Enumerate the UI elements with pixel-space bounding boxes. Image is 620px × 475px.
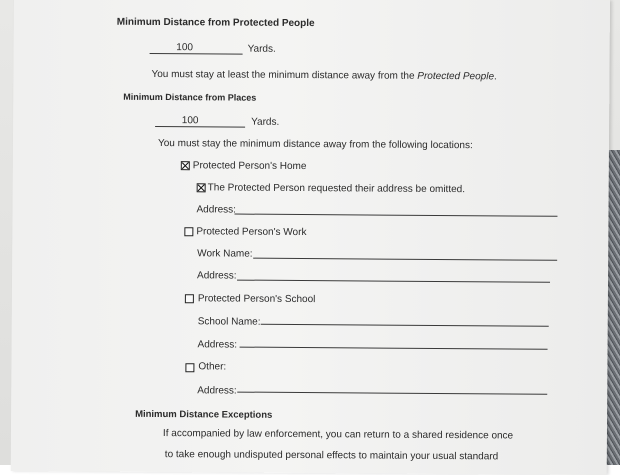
other-checkbox[interactable] — [185, 363, 194, 372]
work-name-field[interactable] — [253, 258, 557, 261]
work-address-field[interactable] — [237, 280, 550, 283]
school-label: Protected Person's School — [197, 293, 316, 306]
other-address-field[interactable] — [237, 392, 547, 395]
heading-protected-people: Minimum Distance from Protected People — [116, 16, 315, 30]
omit-address-label: The Protected Person requested their address be omitted. — [207, 182, 466, 196]
work-checkbox[interactable] — [184, 227, 193, 236]
document-page — [11, 0, 610, 475]
other-address-label: Address: — [197, 385, 237, 397]
omit-address-checkbox[interactable] — [197, 183, 206, 192]
exceptions-line-1: If accompanied by law enforcement, you can return to a shared residence once — [162, 428, 514, 442]
school-address-label: Address: — [197, 339, 238, 351]
home-label: Protected Person's Home — [192, 160, 307, 173]
home-checkbox[interactable] — [181, 161, 190, 170]
work-name-label: Work Name: — [197, 248, 253, 260]
school-checkbox[interactable] — [185, 294, 194, 303]
school-address-field[interactable] — [240, 347, 548, 350]
instruction-places: You must stay the minimum distance away from the following locations: — [157, 138, 473, 152]
home-address-field[interactable] — [234, 214, 557, 217]
heading-exceptions: Minimum Distance Exceptions — [135, 408, 273, 421]
school-name-field[interactable] — [261, 324, 549, 327]
instruction-people: You must stay at least the minimum distance away from the Protected People. — [151, 68, 497, 83]
school-name-label: School Name: — [197, 316, 261, 328]
home-address-label: Address: — [196, 204, 237, 216]
exceptions-line-2: to take enough undisputed personal effects to maintain your usual standard — [164, 449, 499, 463]
distance-people-value[interactable]: 100 — [176, 42, 194, 54]
distance-places-unit: Yards. — [251, 116, 280, 128]
work-address-label: Address: — [197, 270, 237, 282]
distance-places-value[interactable]: 100 — [181, 115, 199, 127]
other-label: Other: — [198, 361, 227, 373]
work-label: Protected Person's Work — [196, 226, 307, 239]
heading-places: Minimum Distance from Places — [123, 91, 257, 103]
distance-people-unit: Yards. — [247, 43, 276, 55]
